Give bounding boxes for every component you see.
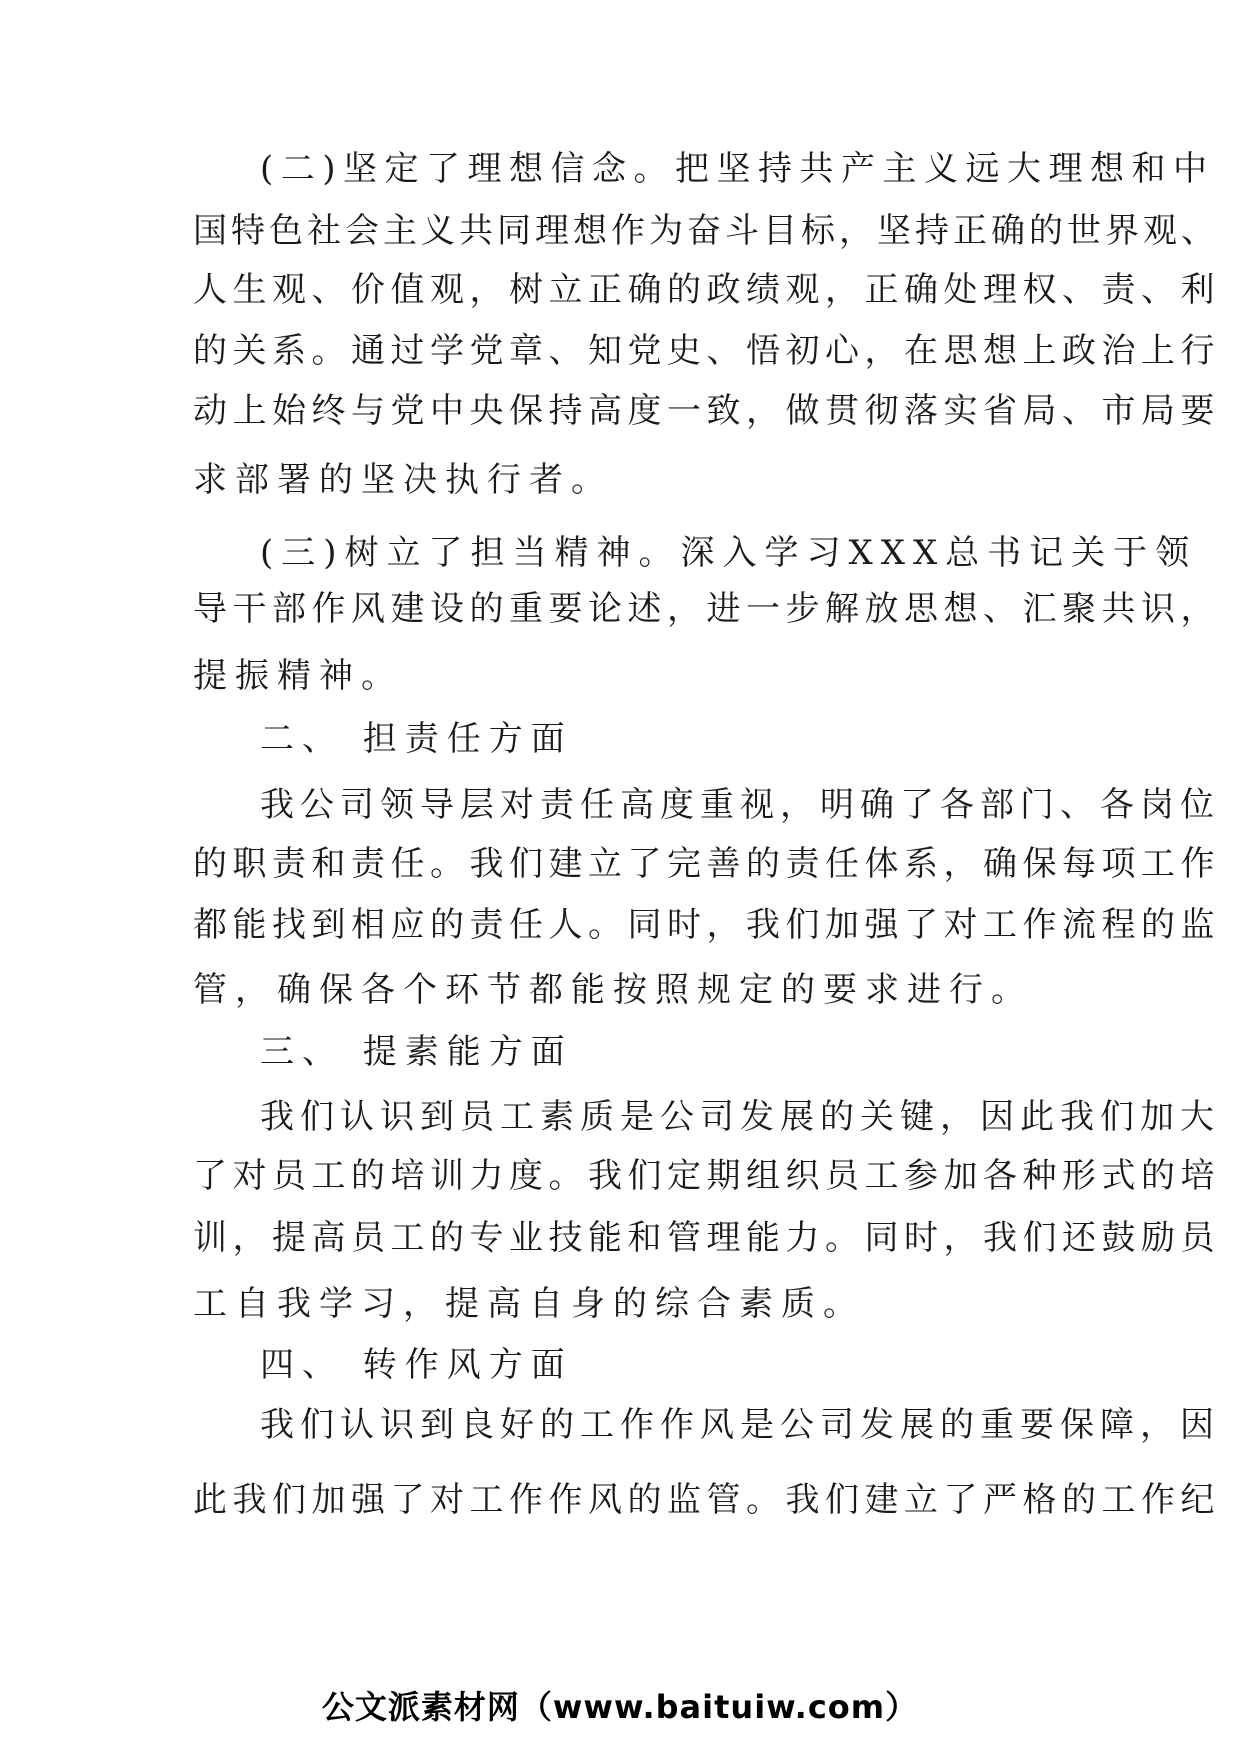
paragraph-line: (二)坚定了理想信念。把坚持共产主义远大理想和中	[260, 149, 1215, 189]
paragraph-line: 的关系。通过学党章、知党史、悟初心，在思想上政治上行	[193, 331, 1220, 371]
paragraph-line: 动上始终与党中央保持高度一致，做贯彻落实省局、市局要	[193, 391, 1220, 431]
paragraph-line: 都能找到相应的责任人。同时，我们加强了对工作流程的监	[193, 905, 1220, 945]
paragraph-line: 我们认识到员工素质是公司发展的关键，因此我们加大	[260, 1097, 1220, 1137]
paragraph-line: 工自我学习，提高自身的综合素质。	[193, 1284, 865, 1324]
paragraph-line: (三)树立了担当精神。深入学习XXX总书记关于领	[260, 533, 1198, 573]
paragraph-line: 导干部作风建设的重要论述，进一步解放思想、汇聚共识，	[193, 589, 1220, 629]
paragraph-line: 人生观、价值观，树立正确的政绩观，正确处理权、责、利	[193, 270, 1220, 310]
paragraph-line: 国特色社会主义共同理想作为奋斗目标，坚持正确的世界观、	[193, 211, 1219, 251]
section-heading: 三、 提素能方面	[260, 1032, 573, 1072]
paragraph-line: 训，提高员工的专业技能和管理能力。同时，我们还鼓励员	[193, 1218, 1220, 1258]
paragraph-line: 提振精神。	[193, 656, 403, 696]
section-heading: 二、 担责任方面	[260, 719, 573, 759]
paragraph-line: 求部署的坚决执行者。	[193, 460, 613, 500]
paragraph-line: 了对员工的培训力度。我们定期组织员工参加各种形式的培	[193, 1156, 1220, 1196]
paragraph-line: 我公司领导层对责任高度重视，明确了各部门、各岗位	[260, 785, 1220, 825]
paragraph-line: 管，确保各个环节都能按照规定的要求进行。	[193, 970, 1033, 1010]
paragraph-line: 我们认识到良好的工作作风是公司发展的重要保障，因	[260, 1405, 1220, 1445]
footer-watermark: 公文派素材网（www.baituiw.com）	[321, 1688, 919, 1726]
paragraph-line: 的职责和责任。我们建立了完善的责任体系，确保每项工作	[193, 844, 1220, 884]
section-heading: 四、 转作风方面	[260, 1345, 573, 1385]
paragraph-line: 此我们加强了对工作作风的监管。我们建立了严格的工作纪	[193, 1480, 1220, 1520]
